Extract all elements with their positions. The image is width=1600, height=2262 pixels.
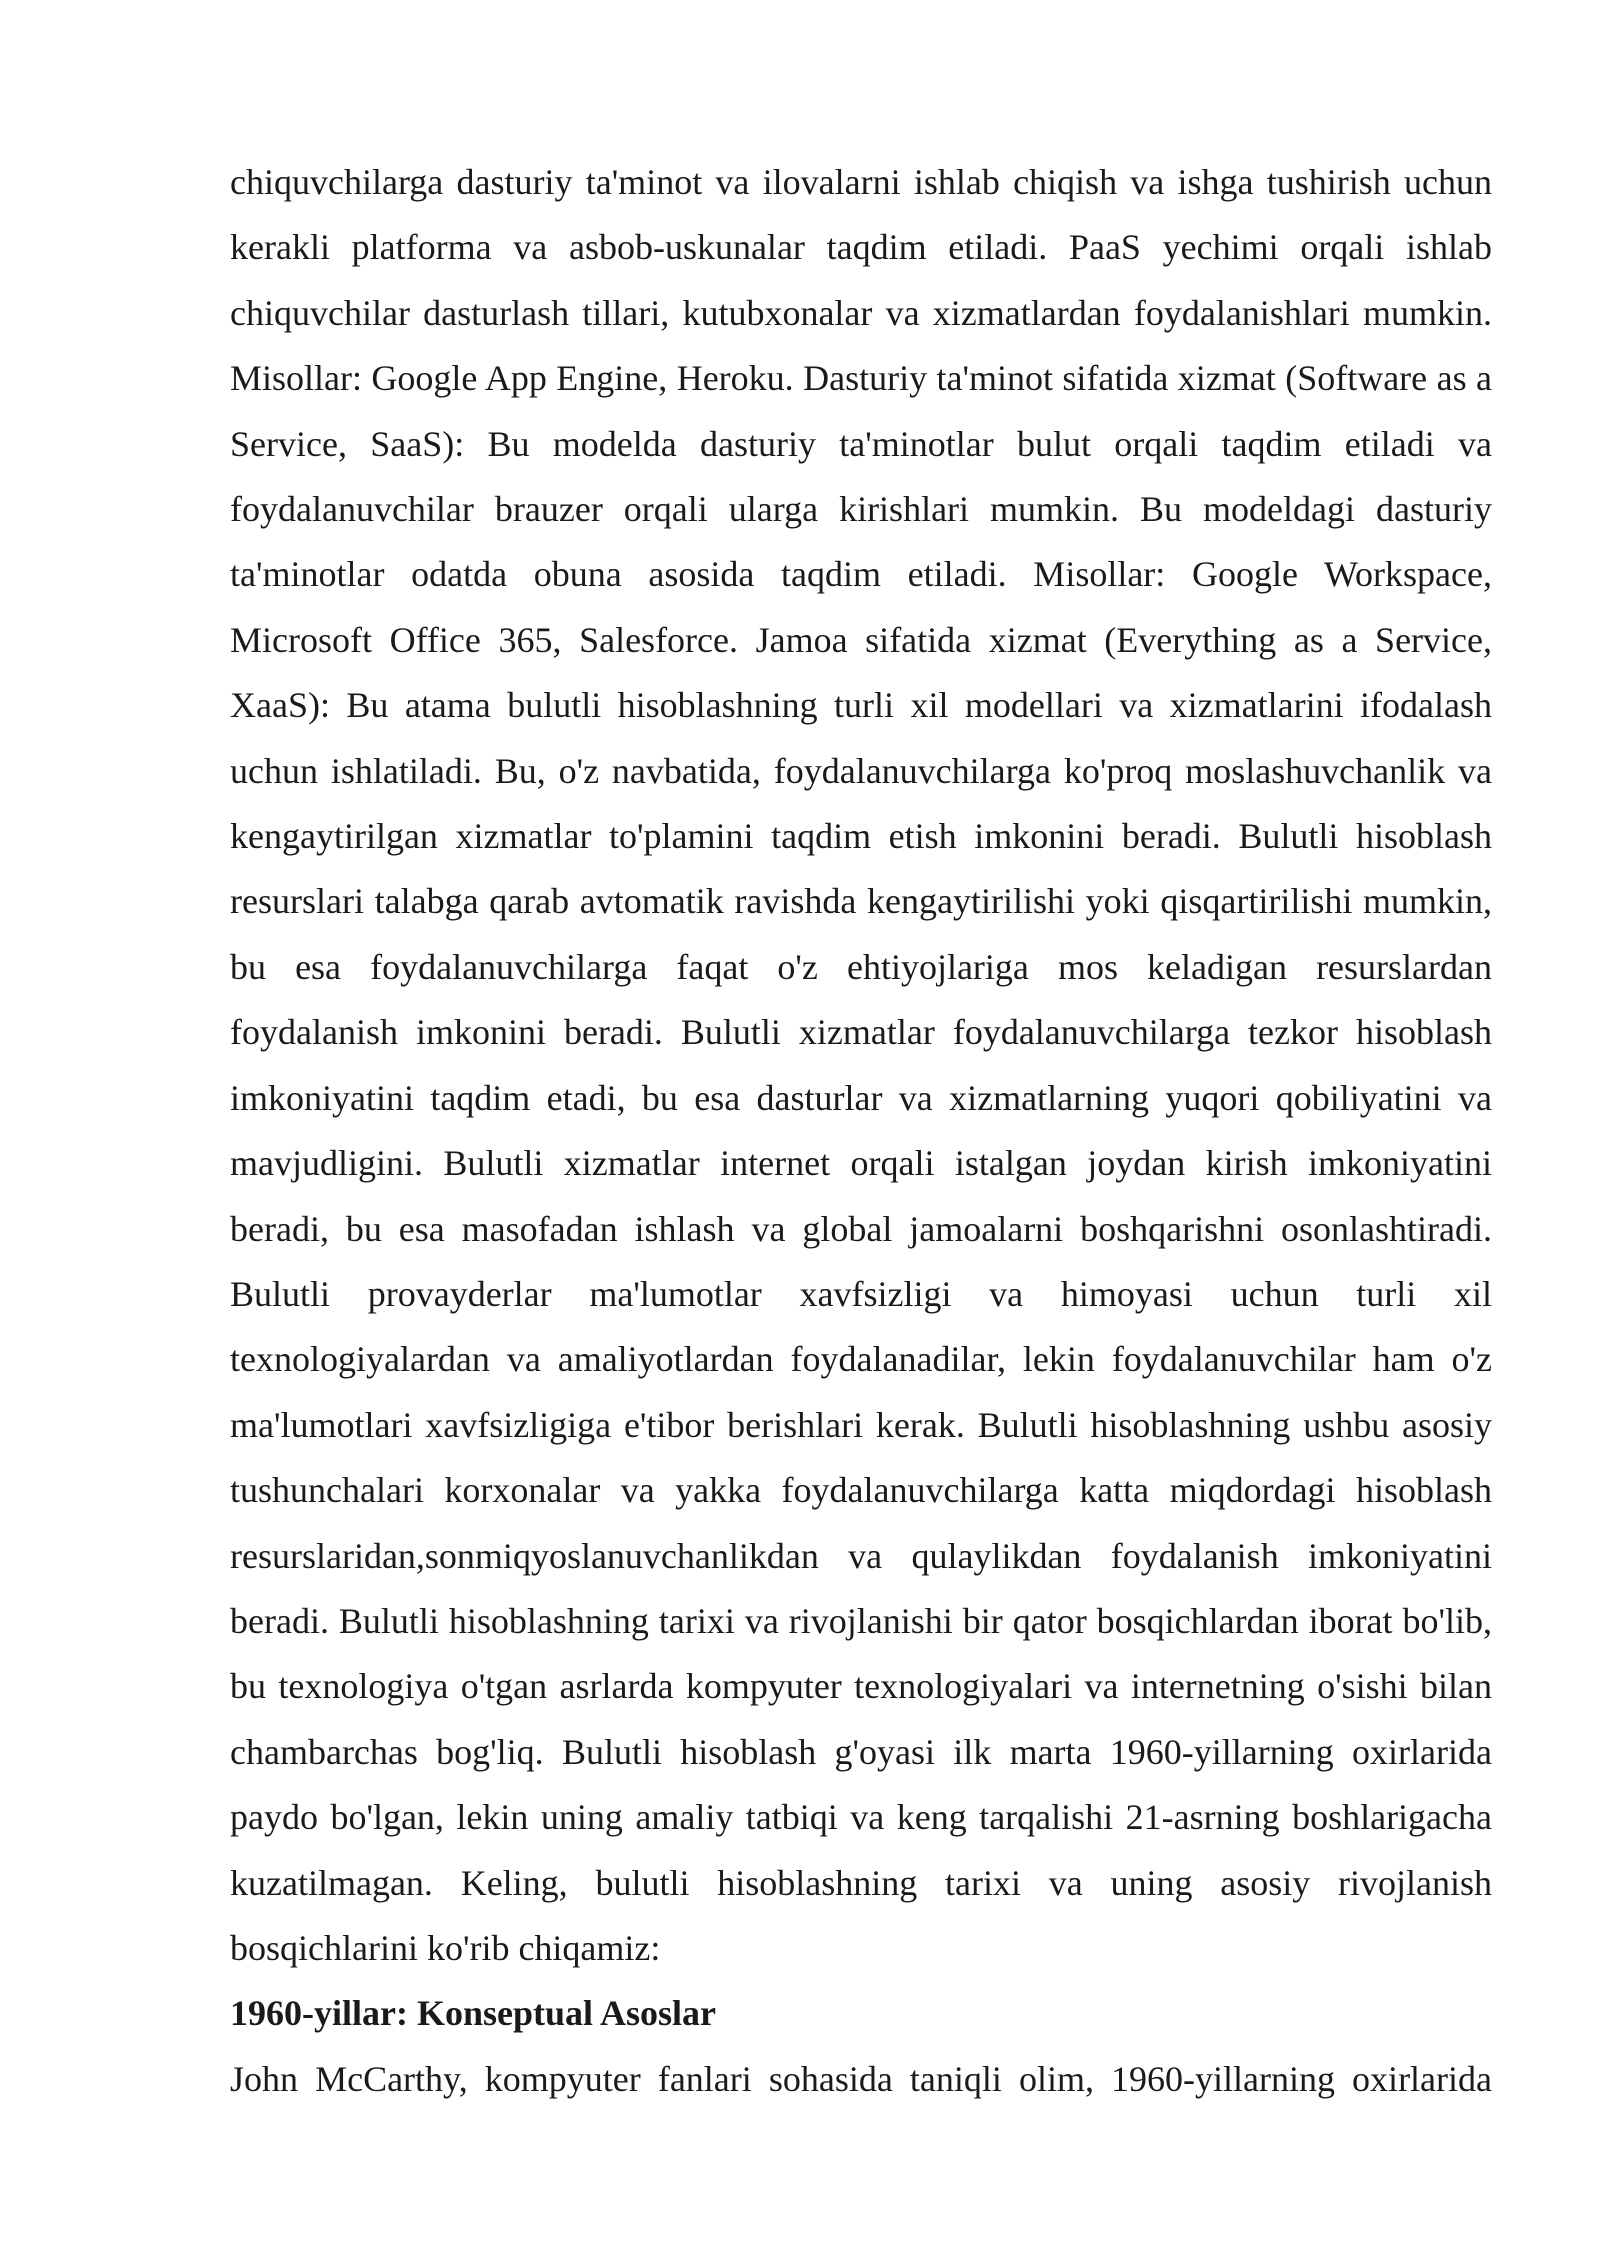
body-paragraph: chiquvchilarga dasturiy ta'minot va ilovalarni ishlab chiqish va ishga tushirish uchun kerakli platforma va asbob-uskunalar taqdim etiladi. PaaS yechimi orqali ishlab chiquvchilar dasturlash tillari, kutubxonalar va xizmatlardan foydalanishlari mumkin. Misollar: Google App Engine, Heroku. Dasturiy ta'minot sifatida xizmat (Software as a Service, SaaS): Bu modelda dasturiy ta'minotlar bulut orqali taqdim etiladi va foydalanuvchilar brauzer orqali ularga kirishlari mumkin. Bu modeldagi dasturiy ta'minotlar odatda obuna asosida taqdim etiladi. Misollar: Google Workspace, Microsoft Office 365, Salesforce. Jamoa sifatida xizmat (Everything as a Service, XaaS): Bu atama bulutli hisoblashning turli xil modellari va xizmatlarini ifodalash uchun ishlatiladi. Bu, o'z navbatida, foydalanuvchilarga ko'proq moslashuvchanlik va kengaytirilgan xizmatlar to'plamini taqdim etish imkonini beradi. Bulutli hisoblash resurslari talabga qarab avtomatik ravishda kengaytirilishi yoki qisqartirilishi mumkin, bu esa foydalanuvchilarga faqat o'z ehtiyojlariga mos keladigan resurslardan foydalanish imkonini beradi. Bulutli xizmatlar foydalanuvchilarga tezkor hisoblash imkoniyatini taqdim etadi, bu esa dasturlar va xizmatlarning yuqori qobiliyatini va mavjudligini. Bulutli xizmatlar internet orqali istalgan joydan kirish imkoniyatini beradi, bu esa masofadan ishlash va global jamoalarni boshqarishni osonlashtiradi. Bulutli provayderlar ma'lumotlar xavfsizligi va himoyasi uchun turli xil texnologiyalardan va amaliyotlardan foydalanadilar, lekin foydalanuvchilar ham o'z ma'lumotlari xavfsizligiga e'tibor berishlari kerak. Bulutli hisoblashning ushbu asosiy tushunchalari korxonalar va yakka foydalanuvchilarga katta miqdordagi hisoblash resurslaridan,sonmiqyoslanuvchanlikdan va qulaylikdan foydalanish imkoniyatini beradi. Bulutli hisoblashning tarixi va rivojlanishi bir qator bosqichlardan iborat bo'lib, bu texnologiya o'tgan asrlarda kompyuter texnologiyalari va internetning o'sishi bilan chambarchas bog'liq. Bulutli hisoblash g'oyasi ilk marta 1960-yillarning oxirlarida paydo bo'lgan, lekin uning amaliy tatbiqi va keng tarqalishi 21-asrning boshlarigacha kuzatilmagan. Keling, bulutli hisoblashning tarixi va uning asosiy rivojlanish bosqichlarini ko'rib chiqamiz: <box>230 162 1492 1968</box>
document-page <box>230 150 1492 2112</box>
body-paragraph-continued: John McCarthy, kompyuter fanlari sohasida taniqli olim, 1960-yillarning oxirlarida <box>230 2058 1492 2099</box>
section-heading: 1960-yillar: Konseptual Asoslar <box>230 1993 717 2034</box>
